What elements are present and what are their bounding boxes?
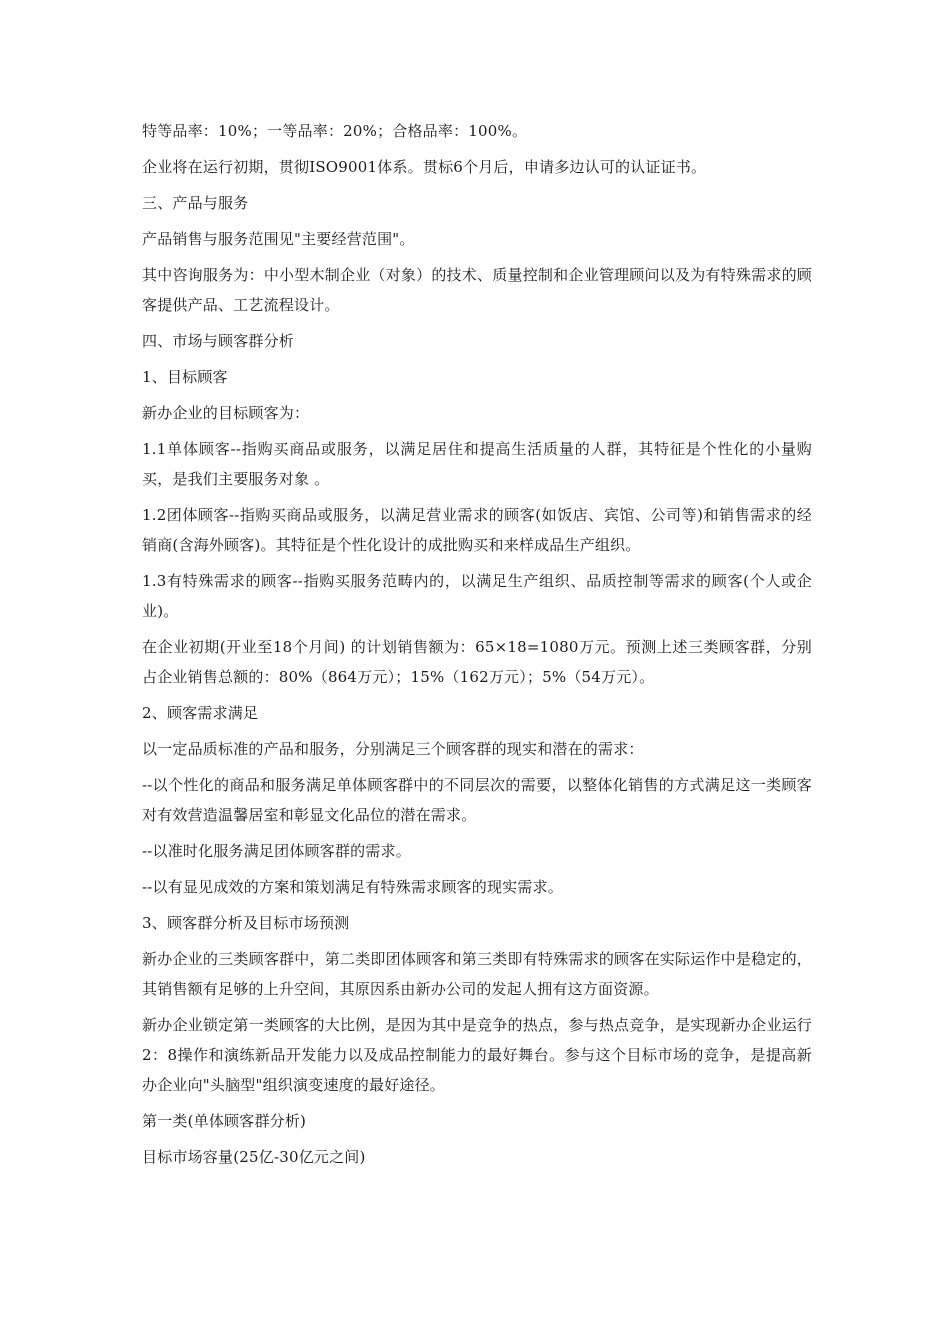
customer-needs-intro: 以一定品质标准的产品和服务，分别满足三个顾客群的现实和潜在的需求： xyxy=(142,740,644,758)
group-customers: 1.2团体顾客--指购买商品或服务，以满足营业需求的顾客(如饭店、宾馆、公司等)和销售需求的经销商(含海外顾客)。其特征是个性化设计的成批购买和来样成品生产组织。 xyxy=(142,506,812,554)
individual-customers: 1.1单体顾客--指购买商品或服务，以满足居住和提高生活质量的人群，其特征是个性化的小量购买，是我们主要服务对象 。 xyxy=(142,440,812,488)
subheading-target-customers: 1、目标顾客 xyxy=(142,368,228,386)
subheading-first-category: 第一类(单体顾客群分析) xyxy=(142,1112,307,1130)
quality-rates: 特等品率：10%；一等品率：20%；合格品率：100%。 xyxy=(142,122,528,140)
section-heading-market-analysis: 四、市场与顾客群分析 xyxy=(142,332,295,350)
document-page xyxy=(142,116,812,1178)
subheading-market-forecast: 3、顾客群分析及目标市场预测 xyxy=(142,914,350,932)
market-capacity: 目标市场容量(25亿-30亿元之间) xyxy=(142,1148,366,1166)
target-customers-intro: 新办企业的目标顾客为： xyxy=(142,404,310,422)
needs-group: --以准时化服务满足团体顾客群的需求。 xyxy=(142,842,411,860)
subheading-customer-needs: 2、顾客需求满足 xyxy=(142,704,259,722)
customer-groups-stability: 新办企业的三类顾客群中，第二类即团体顾客和第三类即有特殊需求的顾客在实际运作中是稳定的，其销售额有足够的上升空间，其原因系由新办公司的发起人拥有这方面资源。 xyxy=(142,950,812,998)
sales-forecast: 在企业初期(开业至18个月间) 的计划销售额为：65×18=1080万元。预测上述三类顾客群，分别占企业销售总额的：80%（864万元）；15%（162万元）；5%（54万元）。 xyxy=(142,638,812,686)
first-category-rationale: 新办企业锁定第一类顾客的大比例，是因为其中是竞争的热点，参与热点竞争，是实现新办企业运行2：8操作和演练新品开发能力以及成品控制能力的最好舞台。参与这个目标市场的竞争，是提高新办企业向"头脑型"组织演变速度的最好途径。 xyxy=(142,1016,812,1094)
needs-special: --以有显见成效的方案和策划满足有特殊需求顾客的现实需求。 xyxy=(142,878,563,896)
iso-certification: 企业将在运行初期，贯彻ISO9001体系。贯标6个月后，申请多边认可的认证证书。 xyxy=(142,158,707,176)
section-heading-products-services: 三、产品与服务 xyxy=(142,194,249,212)
sales-scope: 产品销售与服务范围见"主要经营范围"。 xyxy=(142,230,415,248)
needs-individual: --以个性化的商品和服务满足单体顾客群中的不同层次的需要，以整体化销售的方式满足这一类顾客对有效营造温馨居室和彰显文化品位的潜在需求。 xyxy=(142,776,812,824)
consulting-services: 其中咨询服务为：中小型木制企业（对象）的技术、质量控制和企业管理顾问以及为有特殊需求的顾客提供产品、工艺流程设计。 xyxy=(142,266,812,314)
special-needs-customers: 1.3有特殊需求的顾客--指购买服务范畴内的，以满足生产组织、品质控制等需求的顾客(个人或企业)。 xyxy=(142,572,812,620)
